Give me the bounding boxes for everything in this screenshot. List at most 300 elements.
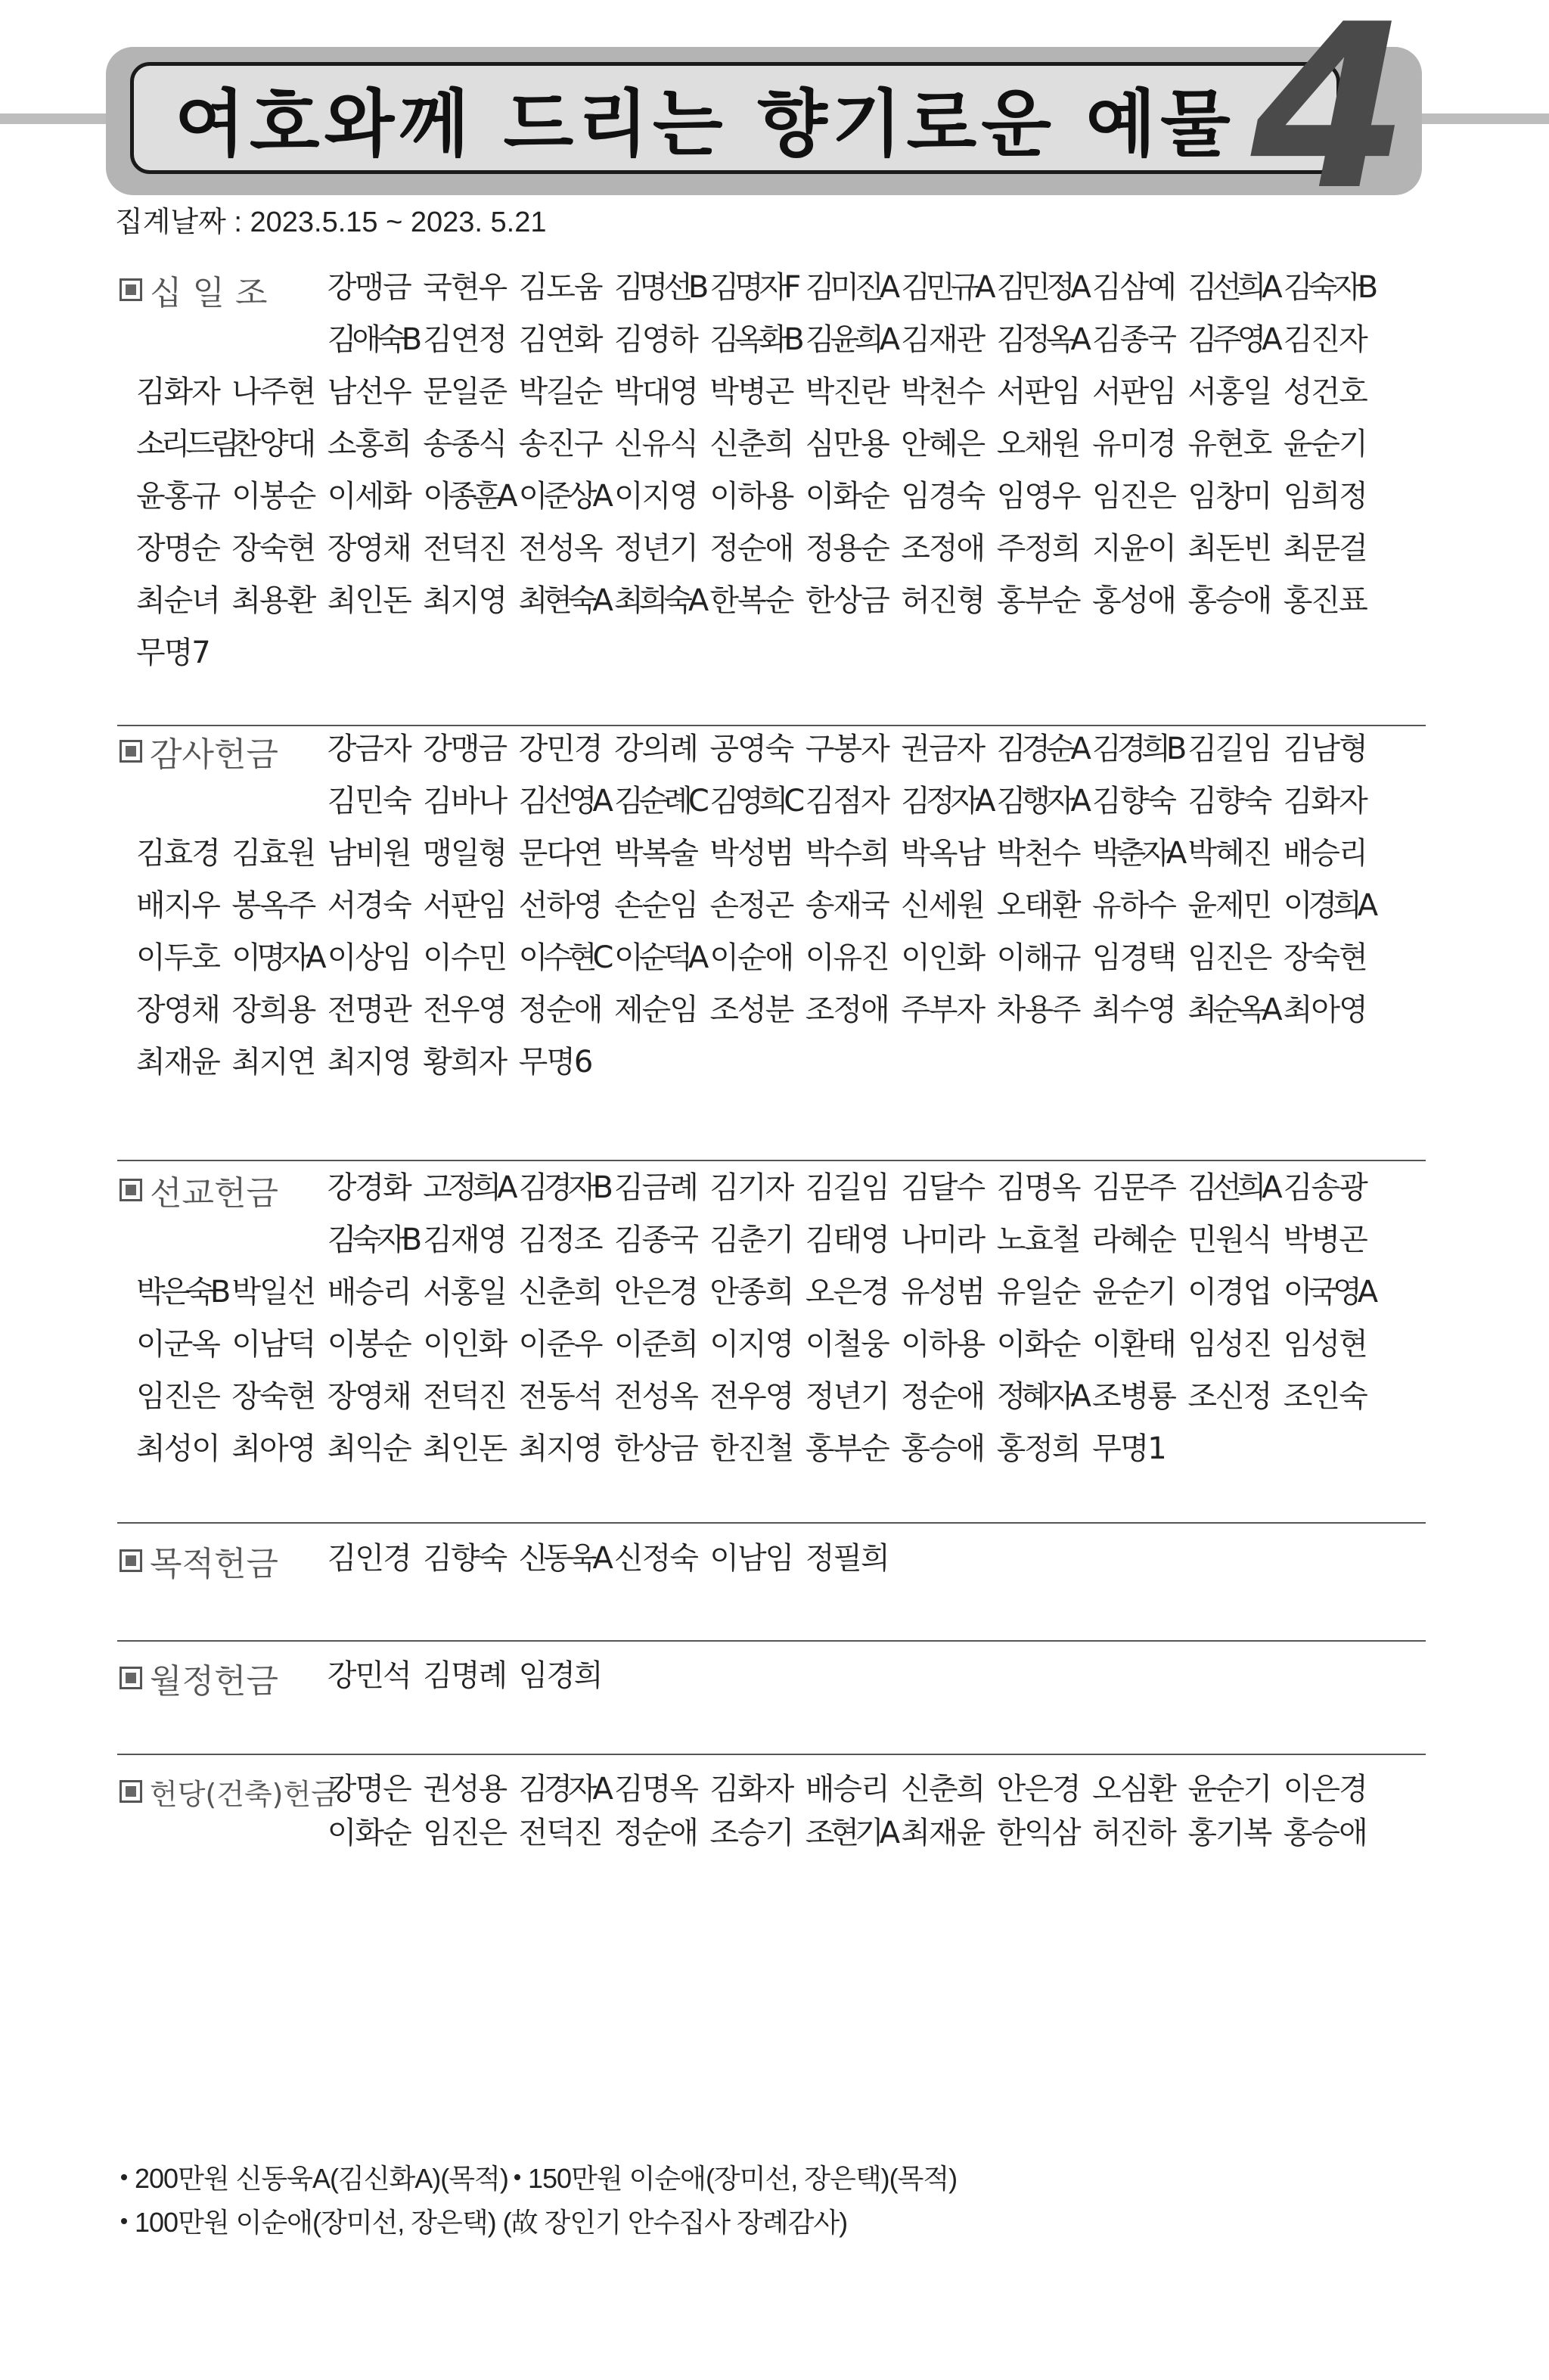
donor-name: 조성분	[709, 993, 793, 1027]
donor-name: 박옥남	[901, 836, 985, 871]
donor-name: 강의례	[614, 732, 697, 766]
donor-name: 최재윤	[136, 1045, 219, 1080]
donor-name: 신세원	[901, 888, 985, 923]
donor-name: 이화순	[996, 1327, 1080, 1362]
donor-name: 김춘기	[709, 1223, 793, 1257]
donor-name: 박천수	[996, 836, 1080, 871]
donor-name: 김연정	[423, 322, 507, 357]
donor-name: 심만용	[805, 427, 889, 461]
donor-name: 이지영	[709, 1327, 793, 1362]
aggregation-period: 집계날짜 : 2023.5.15 ~ 2023. 5.21	[115, 207, 547, 238]
donor-name: 김옥화B	[709, 322, 800, 357]
donor-name: 최희숙A	[614, 583, 705, 618]
donor-name: 이환태	[1092, 1327, 1175, 1362]
donor-name: 배승리	[1283, 836, 1367, 871]
donor-name: 정혜자A	[996, 1379, 1087, 1414]
donor-name: 송종식	[423, 427, 507, 461]
donor-name: 서홍일	[1187, 374, 1271, 409]
donor-name: 박진란	[805, 374, 889, 409]
note-text: 200만원 신동욱A(김신화A)(목적)	[135, 2163, 508, 2194]
section-divider	[117, 1522, 1426, 1524]
donor-name: 박은숙B	[136, 1275, 227, 1310]
donor-name: 주부자	[901, 993, 985, 1027]
donor-name: 윤순기	[1187, 1772, 1271, 1807]
donor-name: 김숙자B	[327, 1223, 418, 1257]
donor-name: 유현호	[1187, 427, 1271, 461]
donor-name: 장숙현	[1283, 940, 1367, 975]
donor-name: 김화자	[709, 1772, 793, 1807]
donor-name: 허진하	[1092, 1816, 1175, 1850]
donor-name: 김영하	[614, 322, 697, 357]
donor-name: 김금례	[614, 1170, 697, 1205]
donor-name: 김주영A	[1187, 322, 1278, 357]
donor-name: 강맹금	[423, 732, 507, 766]
donor-name: 이경희A	[1283, 888, 1374, 923]
donor-name: 무명6	[518, 1045, 592, 1080]
donor-name: 이수민	[423, 940, 507, 975]
donor-name: 지윤이	[1092, 531, 1175, 566]
donor-name: 김태영	[805, 1223, 889, 1257]
donor-name: 찬양대	[231, 427, 315, 461]
donor-name: 조병룡	[1092, 1379, 1175, 1414]
donor-name: 정순애	[901, 1379, 985, 1414]
donor-name: 최지연	[231, 1045, 315, 1080]
donor-name: 최용환	[231, 583, 315, 618]
donor-name: 박천수	[901, 374, 985, 409]
donor-name: 최순녀	[136, 583, 219, 618]
bullet-icon	[121, 2174, 127, 2180]
donor-name: 최재윤	[901, 1816, 985, 1850]
donor-name: 김종국	[614, 1223, 697, 1257]
donor-name: 유하수	[1092, 888, 1175, 923]
donor-name: 임영우	[996, 479, 1080, 514]
donor-name: 강민경	[518, 732, 602, 766]
donor-name: 김정자A	[901, 784, 992, 819]
donor-name: 김진자	[1283, 322, 1367, 357]
donor-name: 김경순A	[996, 732, 1087, 766]
donor-name: 장영채	[136, 993, 219, 1027]
donor-name: 최인돈	[327, 583, 411, 618]
donor-name: 이인화	[901, 940, 985, 975]
donor-name: 박병곤	[709, 374, 793, 409]
donor-name: 전성옥	[614, 1379, 697, 1414]
section-title: 십 일 조	[150, 274, 268, 312]
donor-name: 서경숙	[327, 888, 411, 923]
donor-name: 문다연	[518, 836, 602, 871]
square-bullet-icon	[120, 1780, 142, 1803]
square-bullet-icon	[120, 1549, 142, 1572]
donor-name: 최아영	[231, 1431, 315, 1466]
note-text: 150만원 이순애(장미선, 장은택)(목적)	[528, 2163, 958, 2194]
donor-name: 강맹금	[327, 270, 411, 305]
donor-name: 이준상A	[518, 479, 609, 514]
donor-name: 제순임	[614, 993, 697, 1027]
donor-name: 민원식	[1187, 1223, 1271, 1257]
donor-name: 홍부순	[805, 1431, 889, 1466]
page-number: 4	[1250, 0, 1409, 240]
donor-name: 안종희	[709, 1275, 793, 1310]
donor-name: 박길순	[518, 374, 602, 409]
donor-name: 임경택	[1092, 940, 1175, 975]
donor-name: 김정옥A	[996, 322, 1087, 357]
donor-name: 이은경	[1283, 1772, 1367, 1807]
donor-name: 서판임	[996, 374, 1080, 409]
donor-name: 임진은	[1187, 940, 1271, 975]
donor-name: 이해규	[996, 940, 1080, 975]
donor-name: 김효원	[231, 836, 315, 871]
donor-name: 배승리	[805, 1772, 889, 1807]
donor-name: 노효철	[996, 1223, 1080, 1257]
donor-name: 임진은	[1092, 479, 1175, 514]
donor-name: 임경숙	[901, 479, 985, 514]
donor-name: 윤순기	[1283, 427, 1367, 461]
donor-name: 김문주	[1092, 1170, 1175, 1205]
section-label	[120, 1657, 278, 1699]
donor-name: 정년기	[805, 1379, 889, 1414]
donor-name: 김순례C	[614, 784, 705, 819]
donor-name: 박대영	[614, 374, 697, 409]
donor-name: 안은경	[996, 1772, 1080, 1807]
donor-name: 최문걸	[1283, 531, 1367, 566]
donor-name: 신춘희	[709, 427, 793, 461]
donor-name: 김민규A	[901, 270, 992, 305]
donor-name: 김효경	[136, 836, 219, 871]
donor-name: 김길임	[1187, 732, 1271, 766]
donor-name: 임경희	[518, 1658, 602, 1693]
section-title: 감사헌금	[150, 735, 279, 774]
donor-name: 유미경	[1092, 427, 1175, 461]
donor-name: 박성범	[709, 836, 793, 871]
donor-name: 임성진	[1187, 1327, 1271, 1362]
donor-name: 김경희B	[1092, 732, 1183, 766]
donor-name: 소리드림	[136, 427, 235, 461]
donor-name: 임창미	[1187, 479, 1271, 514]
donor-name: 김종국	[1092, 322, 1175, 357]
donor-name: 홍부순	[996, 583, 1080, 618]
donor-name: 안은경	[614, 1275, 697, 1310]
donor-name: 이상임	[327, 940, 411, 975]
donor-name: 윤홍규	[136, 479, 219, 514]
donor-name: 김인경	[327, 1541, 411, 1576]
donor-name: 강명은	[327, 1772, 411, 1807]
donor-name: 이봉순	[231, 479, 315, 514]
donor-name: 김애숙B	[327, 322, 418, 357]
donor-name: 장숙현	[231, 531, 315, 566]
donor-name: 유일순	[996, 1275, 1080, 1310]
donor-name: 오태환	[996, 888, 1080, 923]
square-bullet-icon	[120, 740, 142, 763]
donor-name: 김명자F	[709, 270, 797, 305]
donor-name: 최지영	[423, 583, 507, 618]
donor-name: 전덕진	[423, 1379, 507, 1414]
donor-name: 신춘희	[901, 1772, 985, 1807]
donor-name: 김남형	[1283, 732, 1367, 766]
donor-name: 박일선	[231, 1275, 315, 1310]
donor-name: 안혜은	[901, 427, 985, 461]
donor-name: 박복술	[614, 836, 697, 871]
donor-name: 김명선B	[614, 270, 705, 305]
donor-name: 구봉자	[805, 732, 889, 766]
donor-name: 임희정	[1283, 479, 1367, 514]
donor-name: 김바나	[423, 784, 507, 819]
donor-name: 이인화	[423, 1327, 507, 1362]
donor-name: 장명순	[136, 531, 219, 566]
donor-name: 허진형	[901, 583, 985, 618]
note-text: 100만원 이순애(장미선, 장은택) (故 장인기 안수집사 장례감사)	[135, 2207, 848, 2238]
donor-name: 김선희A	[1187, 1170, 1278, 1205]
donor-name: 홍승애	[1187, 583, 1271, 618]
donor-name: 신동욱A	[518, 1541, 609, 1576]
donor-name: 전우영	[709, 1379, 793, 1414]
donor-name: 최현숙A	[518, 583, 609, 618]
donor-name: 박병곤	[1283, 1223, 1367, 1257]
section-label	[120, 1169, 278, 1211]
note-3	[120, 2201, 847, 2240]
donor-name: 홍성애	[1092, 583, 1175, 618]
donor-name: 최인돈	[423, 1431, 507, 1466]
donor-name: 정용순	[805, 531, 889, 566]
donor-name: 무명7	[136, 635, 210, 670]
donor-name: 선하영	[518, 888, 602, 923]
donor-name: 김재영	[423, 1223, 507, 1257]
donor-name: 정필희	[805, 1541, 889, 1576]
donor-name: 김민정A	[996, 270, 1087, 305]
donor-name: 강민석	[327, 1658, 411, 1693]
donor-name: 송진구	[518, 427, 602, 461]
donor-name: 이순애	[709, 940, 793, 975]
donor-name: 김명옥	[996, 1170, 1080, 1205]
square-bullet-icon	[120, 1179, 142, 1201]
donor-name: 남비원	[327, 836, 411, 871]
donor-name: 홍정희	[996, 1431, 1080, 1466]
donor-name: 이명자A	[231, 940, 322, 975]
donor-name: 임성현	[1283, 1327, 1367, 1362]
donor-name: 김민숙	[327, 784, 411, 819]
donor-name: 정년기	[614, 531, 697, 566]
section-divider	[117, 1640, 1426, 1642]
donor-name: 국현우	[423, 270, 507, 305]
donor-name: 전덕진	[518, 1816, 602, 1850]
donor-name: 서판임	[423, 888, 507, 923]
donor-name: 소홍희	[327, 427, 411, 461]
donor-name: 오심환	[1092, 1772, 1175, 1807]
section-divider	[117, 1160, 1426, 1161]
donor-name: 홍진표	[1283, 583, 1367, 618]
donor-name: 김선희A	[1187, 270, 1278, 305]
note-2	[513, 2158, 957, 2196]
donor-name: 김행자A	[996, 784, 1087, 819]
donor-name: 김선영A	[518, 784, 609, 819]
donor-name: 전성옥	[518, 531, 602, 566]
donor-name: 김기자	[709, 1170, 793, 1205]
donor-name: 이하용	[901, 1327, 985, 1362]
donor-name: 김화자	[136, 374, 219, 409]
donor-name: 이종훈A	[423, 479, 514, 514]
donor-name: 이유진	[805, 940, 889, 975]
section-title: 월정헌금	[150, 1662, 279, 1701]
donor-name: 홍승애	[901, 1431, 985, 1466]
donor-name: 조정애	[901, 531, 985, 566]
donor-name: 나주현	[231, 374, 315, 409]
donor-name: 김윤희A	[805, 322, 896, 357]
donor-name: 주정희	[996, 531, 1080, 566]
donor-name: 김미진A	[805, 270, 896, 305]
donor-name: 남선우	[327, 374, 411, 409]
donor-name: 김경자B	[518, 1170, 609, 1205]
section-label	[120, 730, 278, 772]
donor-name: 라혜순	[1092, 1223, 1175, 1257]
donor-name: 이준희	[614, 1327, 697, 1362]
donor-name: 김경자A	[518, 1772, 609, 1807]
donor-name: 이준우	[518, 1327, 602, 1362]
donor-name: 김화자	[1283, 784, 1367, 819]
donor-name: 임진은	[136, 1379, 219, 1414]
donor-name: 조인숙	[1283, 1379, 1367, 1414]
donor-name: 이화순	[805, 479, 889, 514]
donor-name: 나미라	[901, 1223, 985, 1257]
donor-name: 봉옥주	[231, 888, 315, 923]
donor-name: 무명1	[1092, 1431, 1166, 1466]
section-label	[120, 269, 267, 311]
donor-name: 전우영	[423, 993, 507, 1027]
donor-name: 이순덕A	[614, 940, 705, 975]
donor-name: 이경업	[1187, 1275, 1271, 1310]
donor-name: 한상금	[614, 1431, 697, 1466]
donor-name: 이세화	[327, 479, 411, 514]
donor-name: 서홍일	[423, 1275, 507, 1310]
donor-name: 유성범	[901, 1275, 985, 1310]
donor-name: 이화순	[327, 1816, 411, 1850]
donor-name: 전명관	[327, 993, 411, 1027]
donor-name: 조신정	[1187, 1379, 1271, 1414]
donor-name: 홍승애	[1283, 1816, 1367, 1850]
donor-name: 김점자	[805, 784, 889, 819]
donor-name: 송재국	[805, 888, 889, 923]
note-1	[120, 2158, 508, 2196]
donor-name: 김영희C	[709, 784, 801, 819]
donor-name: 이봉순	[327, 1327, 411, 1362]
donor-name: 이국영A	[1283, 1275, 1374, 1310]
donor-name: 김향숙	[1092, 784, 1175, 819]
donor-name: 윤제민	[1187, 888, 1271, 923]
donor-name: 황희자	[423, 1045, 507, 1080]
section-divider	[117, 1754, 1426, 1755]
donor-name: 오채원	[996, 427, 1080, 461]
donor-name: 장희용	[231, 993, 315, 1027]
donor-name: 김정조	[518, 1223, 602, 1257]
donor-name: 이남덕	[231, 1327, 315, 1362]
donor-name: 최순옥A	[1187, 993, 1278, 1027]
donor-name: 김달수	[901, 1170, 985, 1205]
donor-name: 한상금	[805, 583, 889, 618]
donor-name: 김명례	[423, 1658, 507, 1693]
donor-name: 고정희A	[423, 1170, 514, 1205]
donor-name: 김연화	[518, 322, 602, 357]
donor-name: 강경화	[327, 1170, 411, 1205]
square-bullet-icon	[120, 1667, 142, 1689]
donor-name: 전덕진	[423, 531, 507, 566]
donor-name: 차용주	[996, 993, 1080, 1027]
donor-name: 장숙현	[231, 1379, 315, 1414]
donor-name: 김송광	[1283, 1170, 1367, 1205]
donor-name: 이철웅	[805, 1327, 889, 1362]
donor-name: 정순애	[518, 993, 602, 1027]
bullet-icon	[514, 2174, 520, 2180]
donor-name: 장영채	[327, 531, 411, 566]
donor-name: 김삼예	[1092, 270, 1175, 305]
donor-name: 한익삼	[996, 1816, 1080, 1850]
donor-name: 이지영	[614, 479, 697, 514]
donor-name: 박혜진	[1187, 836, 1271, 871]
donor-name: 강금자	[327, 732, 411, 766]
donor-name: 성건호	[1283, 374, 1367, 409]
donor-name: 권금자	[901, 732, 985, 766]
donor-name: 한진철	[709, 1431, 793, 1466]
donor-name: 조승기	[709, 1816, 793, 1850]
donor-name: 김향숙	[1187, 784, 1271, 819]
donor-name: 공영숙	[709, 732, 793, 766]
donor-name: 손순임	[614, 888, 697, 923]
donor-name: 이두호	[136, 940, 219, 975]
donor-name: 김향숙	[423, 1541, 507, 1576]
section-label	[120, 1540, 278, 1582]
page-title: 여호와께 드리는 향기로운 예물	[175, 81, 1235, 166]
donor-name: 최아영	[1283, 993, 1367, 1027]
section-label	[120, 1770, 339, 1813]
donor-name: 장영채	[327, 1379, 411, 1414]
donor-name: 김명옥	[614, 1772, 697, 1807]
donor-name: 조정애	[805, 993, 889, 1027]
donor-name: 최지영	[518, 1431, 602, 1466]
section-title: 헌당(건축)헌금	[150, 1777, 339, 1811]
donor-name: 서판임	[1092, 374, 1175, 409]
donor-name: 한복순	[709, 583, 793, 618]
donor-name: 김도움	[518, 270, 602, 305]
donor-name: 최돈빈	[1187, 531, 1271, 566]
donor-name: 박수희	[805, 836, 889, 871]
donor-name: 권성용	[423, 1772, 507, 1807]
donor-name: 최지영	[327, 1045, 411, 1080]
donor-name: 정순애	[709, 531, 793, 566]
square-bullet-icon	[120, 278, 142, 301]
donor-name: 손정곤	[709, 888, 793, 923]
donor-name: 배지우	[136, 888, 219, 923]
donor-name: 정순애	[614, 1816, 697, 1850]
donor-name: 홍기복	[1187, 1816, 1271, 1850]
donor-name: 신유식	[614, 427, 697, 461]
donor-name: 임진은	[423, 1816, 507, 1850]
donor-name: 최수영	[1092, 993, 1175, 1027]
donor-name: 최성이	[136, 1431, 219, 1466]
section-title: 목적헌금	[150, 1545, 279, 1583]
donor-name: 전동석	[518, 1379, 602, 1414]
donor-name: 윤순기	[1092, 1275, 1175, 1310]
donor-name: 이하용	[709, 479, 793, 514]
donor-name: 김재관	[901, 322, 985, 357]
donor-name: 이군옥	[136, 1327, 219, 1362]
donor-name: 문일준	[423, 374, 507, 409]
donor-name: 김길임	[805, 1170, 889, 1205]
donor-name: 박춘자A	[1092, 836, 1183, 871]
donor-name: 이수현C	[518, 940, 610, 975]
donor-name: 신춘희	[518, 1275, 602, 1310]
donor-name: 조현기A	[805, 1816, 896, 1850]
donor-name: 신정숙	[614, 1541, 697, 1576]
bullet-icon	[121, 2218, 127, 2224]
donor-name: 배승리	[327, 1275, 411, 1310]
donor-name: 맹일형	[423, 836, 507, 871]
donor-name: 김숙자B	[1283, 270, 1374, 305]
